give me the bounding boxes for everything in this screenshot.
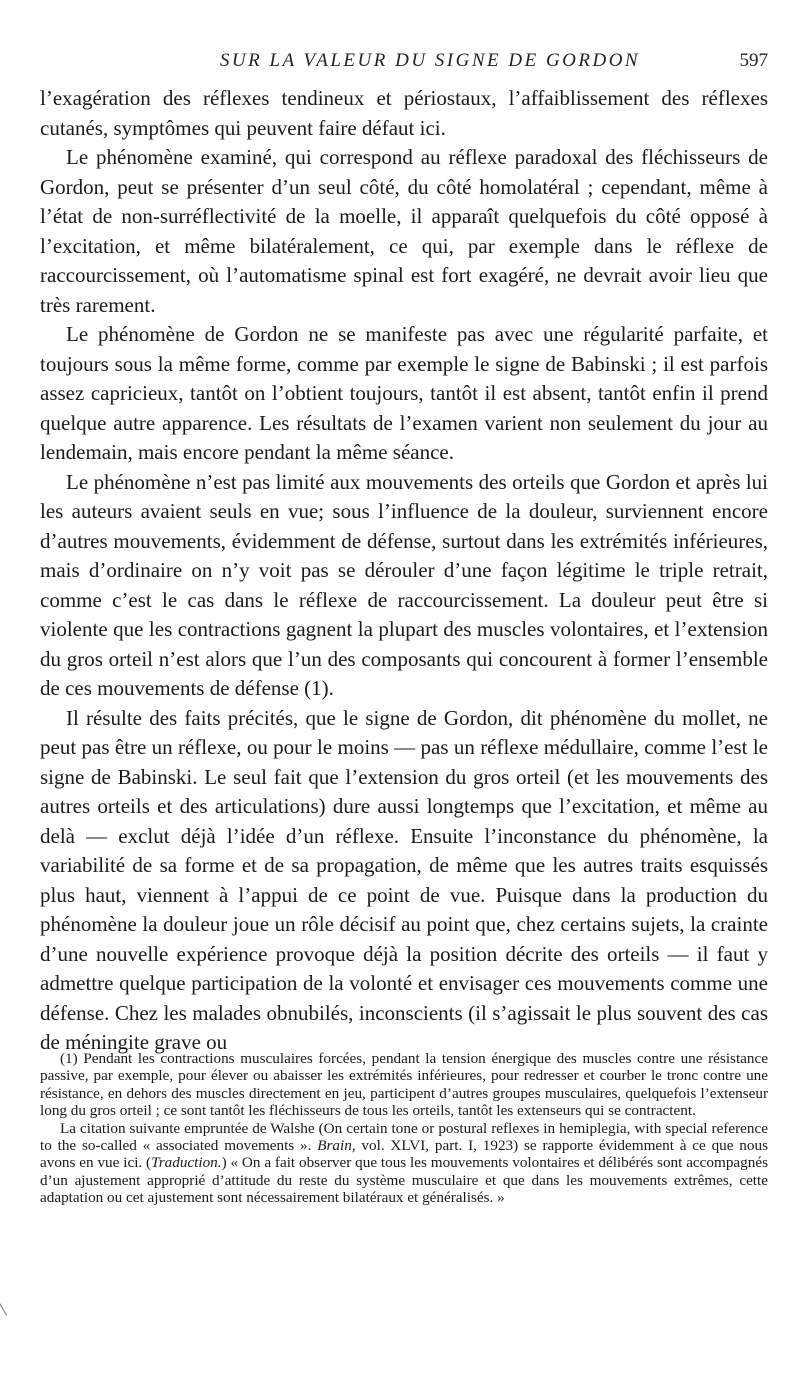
running-title: SUR LA VALEUR DU SIGNE DE GORDON — [219, 50, 641, 71]
paragraph-conclusion: Il résulte des faits précités, que le signe de Gordon, dit phénomène du mollet, ne peut pas être un réflexe, ou pour le moins — pas un réflexe médullaire, comme l’est le signe de Babinski. Le seul fait que l’extension du gros orteil (et les mouvements des autres orteils et des articulations) dure aussi longtemps que l’excitation, et même au delà — exclut déjà l’idée d’un réflexe. Ensuite l’inconstance du phénomène, la variabilité de sa forme et de sa propagation, de même que les autres traits esquissés plus haut, viennent à l’appui de ce point de vue. Puisque dans la production du phénomène la douleur joue un rôle décisif au point que, chez certains sujets, la crainte d’une nouvelle expérience provoque déjà la position décrite des orteils — il faut y admettre quelque participation de la volonté et envisager ces mouvements comme une défense. Chez les malades obnubilés, inconscients (il s’agissait le plus souvent des cas de méningite grave ou — [40, 705, 768, 1054]
citation-translation: Traduction. — [151, 1154, 222, 1172]
paragraph-regularity: Le phénomène de Gordon ne se manifeste pas avec une régularité parfaite, et toujours sous la même forme, comme par exemple le signe de Babinski ; il est parfois assez capricieux, tantôt on l’obtient toujours, tantôt il est absent, tantôt enfin il prend quelque autre apparence. Les résultats de l’examen varient non seulement du jour au lendemain, mais encore pendant la même séance. — [40, 322, 768, 464]
citation-after: ) « On a fait observer que tous les mouvements volontaires et délibérés sont accompagnés d’un ajustement approprié d’attitude du reste du système musculaire et que dans les mouvements extrêmes, cette adaptation ou cet ajustement sont nécessairement bilatéraux et généralisés. » — [40, 1154, 768, 1207]
footnotes — [40, 1050, 768, 1207]
paragraph-homolateral: Le phénomène examiné, qui correspond au réflexe paradoxal des fléchisseurs de Gordon, peut se présenter d’un seul côté, du côté homolatéral ; cependant, même à l’état de non-surréflectivité de la moelle, il apparaît quelquefois du côté opposé à l’excitation, et même bilatéralement, ce qui, par exemple dans le réflexe de raccourcissement, où l’automatisme spinal est fort exagéré, ne devrait avoir lieu que très rarement. — [40, 145, 768, 317]
footnote-citation — [40, 1120, 768, 1207]
footnote-1: (1) Pendant les contractions musculaires forcées, pendant la tension énergique des muscles contre une résistance passive, par exemple, pour élever ou abaisser les extrémités inférieures, pour redresser et courber le tronc contre une résistance, en dehors des muscles directement en jeu, participent d’autres groupes musculaires, quelquefois l’extenseur long du gros orteil ; ce sont tantôt les fléchisseurs de tous les orteils, tantôt les extenseurs qui se contractent. — [40, 1050, 768, 1120]
margin-mark — [0, 1298, 16, 1316]
citation-journal: Brain, — [317, 1137, 356, 1155]
page-number: 597 — [739, 50, 768, 71]
paragraph-defense-movements: Le phénomène n’est pas limité aux mouvements des orteils que Gordon et après lui les auteurs avaient seuls en vue; sous l’influence de la douleur, surviennent encore d’autres mouvements, évidemment de défense, surtout dans les extrémités inférieures, mais d’ordinaire on n’y voit pas se dérouler d’une façon légitime le triple retrait, comme c’est le cas dans le réflexe de raccourcissement. La douleur peut être si violente que les contractions gagnent la plupart des muscles volontaires, et l’extension du gros orteil n’est alors que l’un des composants qui concourent à former l’ensemble de ces mouvements de défense (1). — [40, 469, 768, 700]
body-text — [40, 84, 768, 1058]
page-header — [40, 50, 768, 76]
paragraph-continuation: l’exagération des réflexes tendineux et périostaux, l’affaiblissement des réflexes cutanés, symptômes qui peuvent faire défaut ici. — [40, 86, 768, 140]
citation-middle: vol. XLVI, part. I, 1923) se rapporte évidemment à ce que nous avons en vue ici. ( — [40, 1137, 768, 1172]
citation-before: La citation suivante empruntée de Walshe (On certain tone or postural reflexes in hemiplegia, with special reference to the so-called « associated movements ». — [40, 1119, 768, 1155]
